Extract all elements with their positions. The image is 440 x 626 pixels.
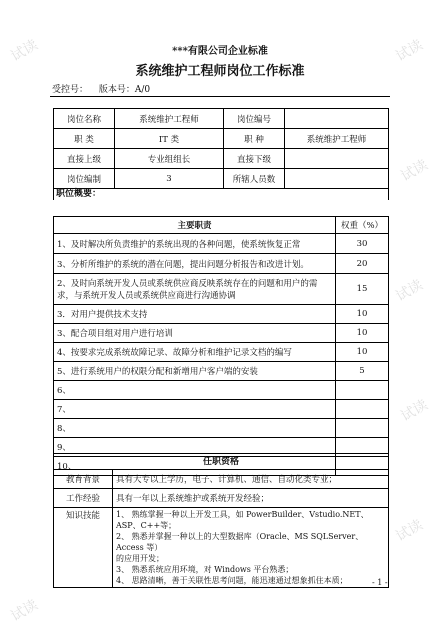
watermark-text: 试读 — [8, 596, 41, 625]
table-row — [54, 381, 389, 400]
table-row — [54, 470, 389, 489]
duty-weight: 10 — [336, 324, 389, 343]
table-row — [54, 129, 389, 149]
duty-text: 1、及时解决所负责维护的系统出现的各种问题，使系统恢复正常 — [54, 234, 336, 254]
experience-label: 工作经验 — [54, 489, 113, 508]
duty-text: 2、及时向系统开发人员或系统供应商反映系统存在的问题和用户的需求，与系统开发人员或系统供应商进行沟通协调 — [54, 274, 336, 305]
position-number-label: 岗位编号 — [224, 109, 285, 129]
job-class-label: 职 类 — [54, 129, 115, 149]
duty-weight: 20 — [336, 254, 389, 274]
watermark-text: 试读 — [393, 36, 426, 65]
position-name-label: 岗位名称 — [54, 109, 115, 129]
duty-weight: 30 — [336, 234, 389, 254]
table-row — [54, 362, 389, 381]
subordinate-count-value — [285, 169, 389, 189]
skill-item: 4、 思路清晰，善于关联性思考问题，能迅速通过想象抓住本质； — [116, 576, 348, 585]
direct-superior-value: 专业组组长 — [115, 149, 224, 169]
skill-item: 1、 熟练掌握一种以上开发工具，如 PowerBuilder、Vstudio.NET、ASP、C++等； — [116, 510, 369, 530]
table-row — [54, 400, 389, 419]
weight-header: 权重（%） — [336, 217, 389, 234]
skills-label: 知识技能 — [54, 508, 113, 588]
control-number-label: 受控号： — [52, 85, 89, 95]
watermark-text: 试读 — [393, 516, 426, 545]
duty-weight — [336, 419, 389, 438]
requirements-header: 任职资格 — [53, 453, 389, 469]
company-heading: ***有限公司企业标准 — [172, 46, 268, 57]
watermark-text: 试读 — [393, 276, 426, 305]
table-row — [54, 274, 389, 305]
position-name-value: 系统维护工程师 — [115, 109, 224, 129]
table-row — [54, 149, 389, 169]
headcount-label: 岗位编制 — [54, 169, 115, 189]
duty-weight — [336, 381, 389, 400]
duty-text: 7、 — [54, 400, 336, 419]
duty-weight: 5 — [336, 362, 389, 381]
duty-text: 6、 — [54, 381, 336, 400]
duty-text: 3．对用户提供技术支持 — [54, 305, 336, 324]
skills-list — [113, 508, 389, 588]
version-label: 版本号：A/0 — [98, 85, 151, 95]
table-row — [54, 508, 389, 588]
education-label: 教育背景 — [54, 470, 113, 489]
document-meta — [52, 82, 158, 95]
duty-text: 3、配合项目组对用户进行培训 — [54, 324, 336, 343]
skill-item: 3、 熟悉系统应用环境，对 Windows 平台熟悉； — [116, 565, 294, 574]
table-row — [54, 234, 389, 254]
table-row — [54, 419, 389, 438]
table-row — [54, 343, 389, 362]
duty-text: 8、 — [54, 419, 336, 438]
position-info-table — [53, 108, 389, 189]
direct-subordinate-label: 直接下级 — [224, 149, 285, 169]
duty-weight — [336, 400, 389, 419]
duty-weight: 10 — [336, 343, 389, 362]
duty-weight: 10 — [336, 305, 389, 324]
table-row — [54, 489, 389, 508]
table-row — [54, 324, 389, 343]
table-row — [54, 169, 389, 189]
direct-superior-label: 直接上级 — [54, 149, 115, 169]
watermark-text: 试读 — [8, 36, 41, 65]
table-row — [54, 254, 389, 274]
skill-item: 2、 熟悉并掌握一种以上的大型数据库（Oracle、MS SQLServer、Access 等） — [116, 532, 364, 552]
job-type-label: 职 种 — [224, 129, 285, 149]
header-divider — [50, 96, 390, 97]
duty-text: 4、按要求完成系统故障记录、故障分析和维护记录文档的编写 — [54, 343, 336, 362]
direct-subordinate-value — [285, 149, 389, 169]
duty-text: 5、进行系统用户的权限分配和新增用户客户端的安装 — [54, 362, 336, 381]
subordinate-count-label: 所辖人员数 — [224, 169, 285, 189]
skill-item: 的应用开发； — [116, 554, 164, 563]
document-title: 系统维护工程师岗位工作标准 — [135, 64, 305, 79]
duty-text: 9、 — [54, 438, 336, 457]
table-row — [54, 305, 389, 324]
duties-header: 主要职责 — [54, 217, 336, 234]
position-number-value — [285, 109, 389, 129]
page-number: - 1 - — [372, 578, 388, 587]
duties-table — [53, 216, 389, 476]
requirements-table — [53, 469, 389, 588]
watermark-text: 试读 — [398, 396, 431, 425]
headcount-value: 3 — [115, 169, 224, 189]
education-value: 具有大专以上学历，电子、计算机、通信、自动化类专业； — [113, 470, 389, 489]
table-row — [54, 109, 389, 129]
job-class-value: IT 类 — [115, 129, 224, 149]
duty-text: 10、 — [54, 457, 336, 476]
experience-value: 具有一年以上系统维护或系统开发经验； — [113, 489, 389, 508]
duty-weight: 15 — [336, 274, 389, 305]
overview-label: 职位概要： — [53, 189, 389, 200]
duty-text: 3、分析所维护的系统的潜在问题，提出问题分析报告和改进计划。 — [54, 254, 336, 274]
job-type-value: 系统维护工程师 — [285, 129, 389, 149]
watermark-text: 试读 — [398, 156, 431, 185]
table-row — [54, 217, 389, 234]
